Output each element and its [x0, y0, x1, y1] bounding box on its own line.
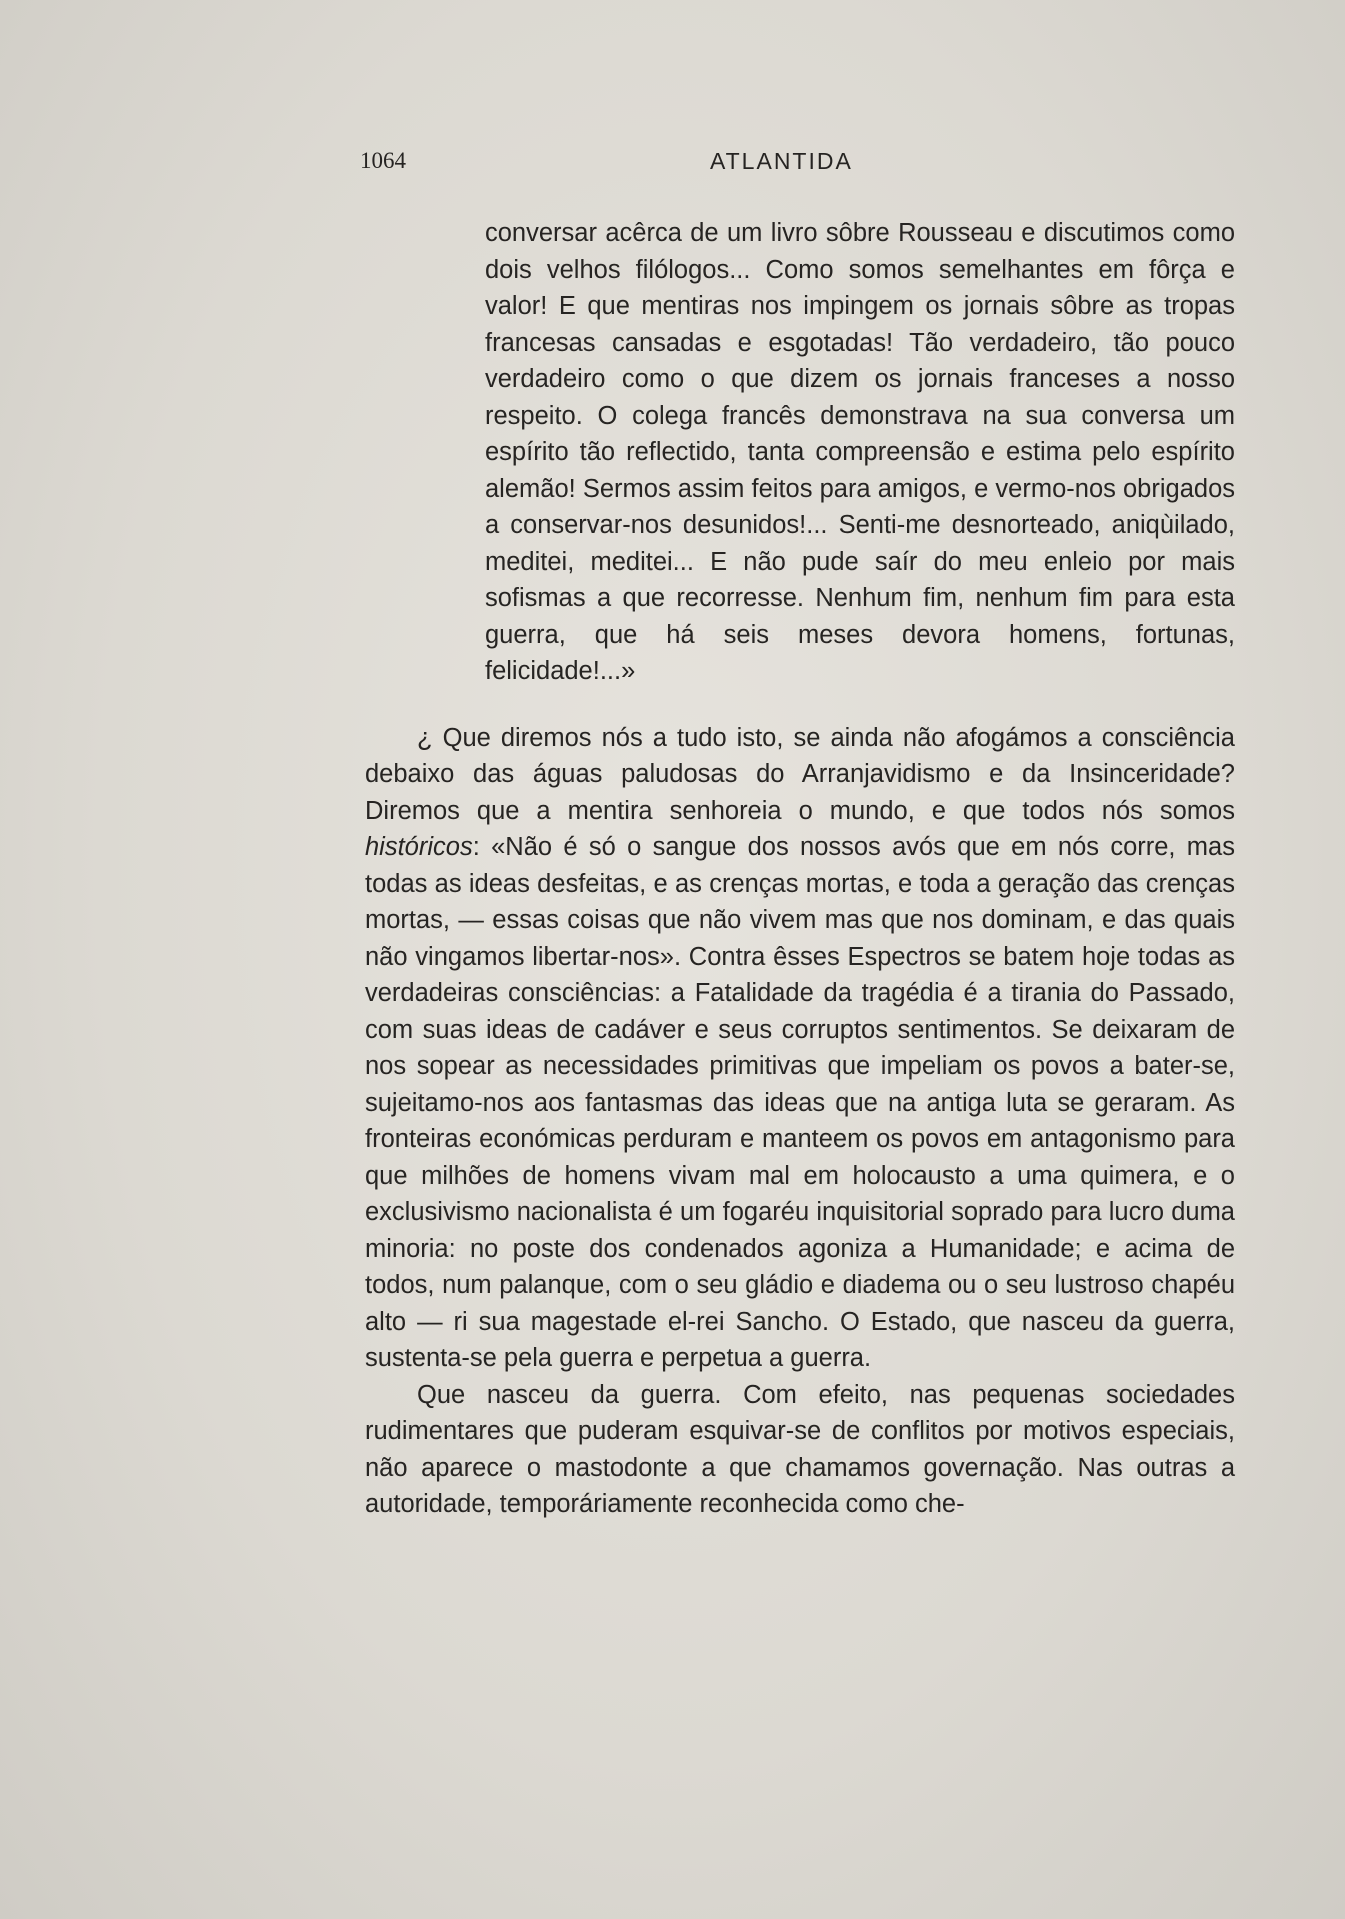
emphasis-historicos: históricos — [365, 833, 473, 861]
page-header — [360, 148, 1240, 188]
paragraph-war-origin: Que nasceu da guerra. Com efeito, nas pequenas sociedades rudimentares que puderam esquivar-se de conflitos por motivos especiais, não aparece o mastodonte a que chamamos governação. Nas outras a autoridade, temporáriamente reconhecida como che- — [365, 1380, 1235, 1518]
running-title: ATLANTIDA — [710, 148, 853, 174]
paragraph-commentary-end: : «Não é só o sangue dos nossos avós que em nós corre, mas todas as ideas desfeitas, e as crenças mortas, e toda a geração das crenças mortas, — essas coisas que não vivem mas que nos dominam, e das quais não vingamos libertar-nos». Contra êsses Espectros se batem hoje todas as verdadeiras consciências: a Fatalidade da tragédia é a tirania do Passado, com suas ideas de cadáver e seus corruptos sentimentos. Se deixaram de nos sopear as necessidades primitivas que impeliam os povos a bater-se, sujeitamo-nos aos fantasmas das ideas que na antiga luta se geraram. As fronteiras económicas perduram e manteem os povos em antagonismo para que milhões de homens vivam mal em holocausto a uma quimera, e o exclusivismo nacionalista é um fogaréu inquisitorial soprado para lucro duma minoria: no poste dos condenados agoniza a Humanidade; e acima de todos, num palanque, com o seu gládio e diadema ou o seu lustroso chapéu alto — ri sua magestade el-rei Sancho. O Estado, que nasceu da guerra, sustenta-se pela guerra e perpetua a guerra. — [365, 833, 1235, 1372]
paragraph-commentary — [365, 720, 1235, 1377]
paragraph-commentary-start: ¿ Que diremos nós a tudo isto, se ainda não afogámos a consciência debaixo das águas paludosas do Arranjavidismo e da Insinceridade? Diremos que a mentira senhoreia o mundo, e que todos nós somos — [365, 723, 1235, 825]
page-number: 1064 — [360, 148, 406, 173]
body-text — [365, 215, 1235, 1523]
paragraph-quote-end: conversar acêrca de um livro sôbre Rousseau e discutimos como dois velhos filólogos... Como somos semelhantes em fôrça e valor! E que mentiras nos impingem os jornais sôbre as tropas francesas cansadas e esgotadas! Tão verdadeiro, tão pouco verdadeiro como o que dizem os jornais franceses a nosso respeito. O colega francês demonstrava na sua conversa um espírito tão reflectido, tanta compreensão e estima pelo espírito alemão! Sermos assim feitos para amigos, e vermo-nos obrigados a conservar-nos desunidos!... Senti-me desnorteado, aniqùilado, meditei, meditei... E não pude saír do meu enleio por mais sofismas a que recorresse. Nenhum fim, nenhum fim para esta guerra, que há seis meses devora homens, fortunas, felicidade!...» — [485, 219, 1235, 685]
